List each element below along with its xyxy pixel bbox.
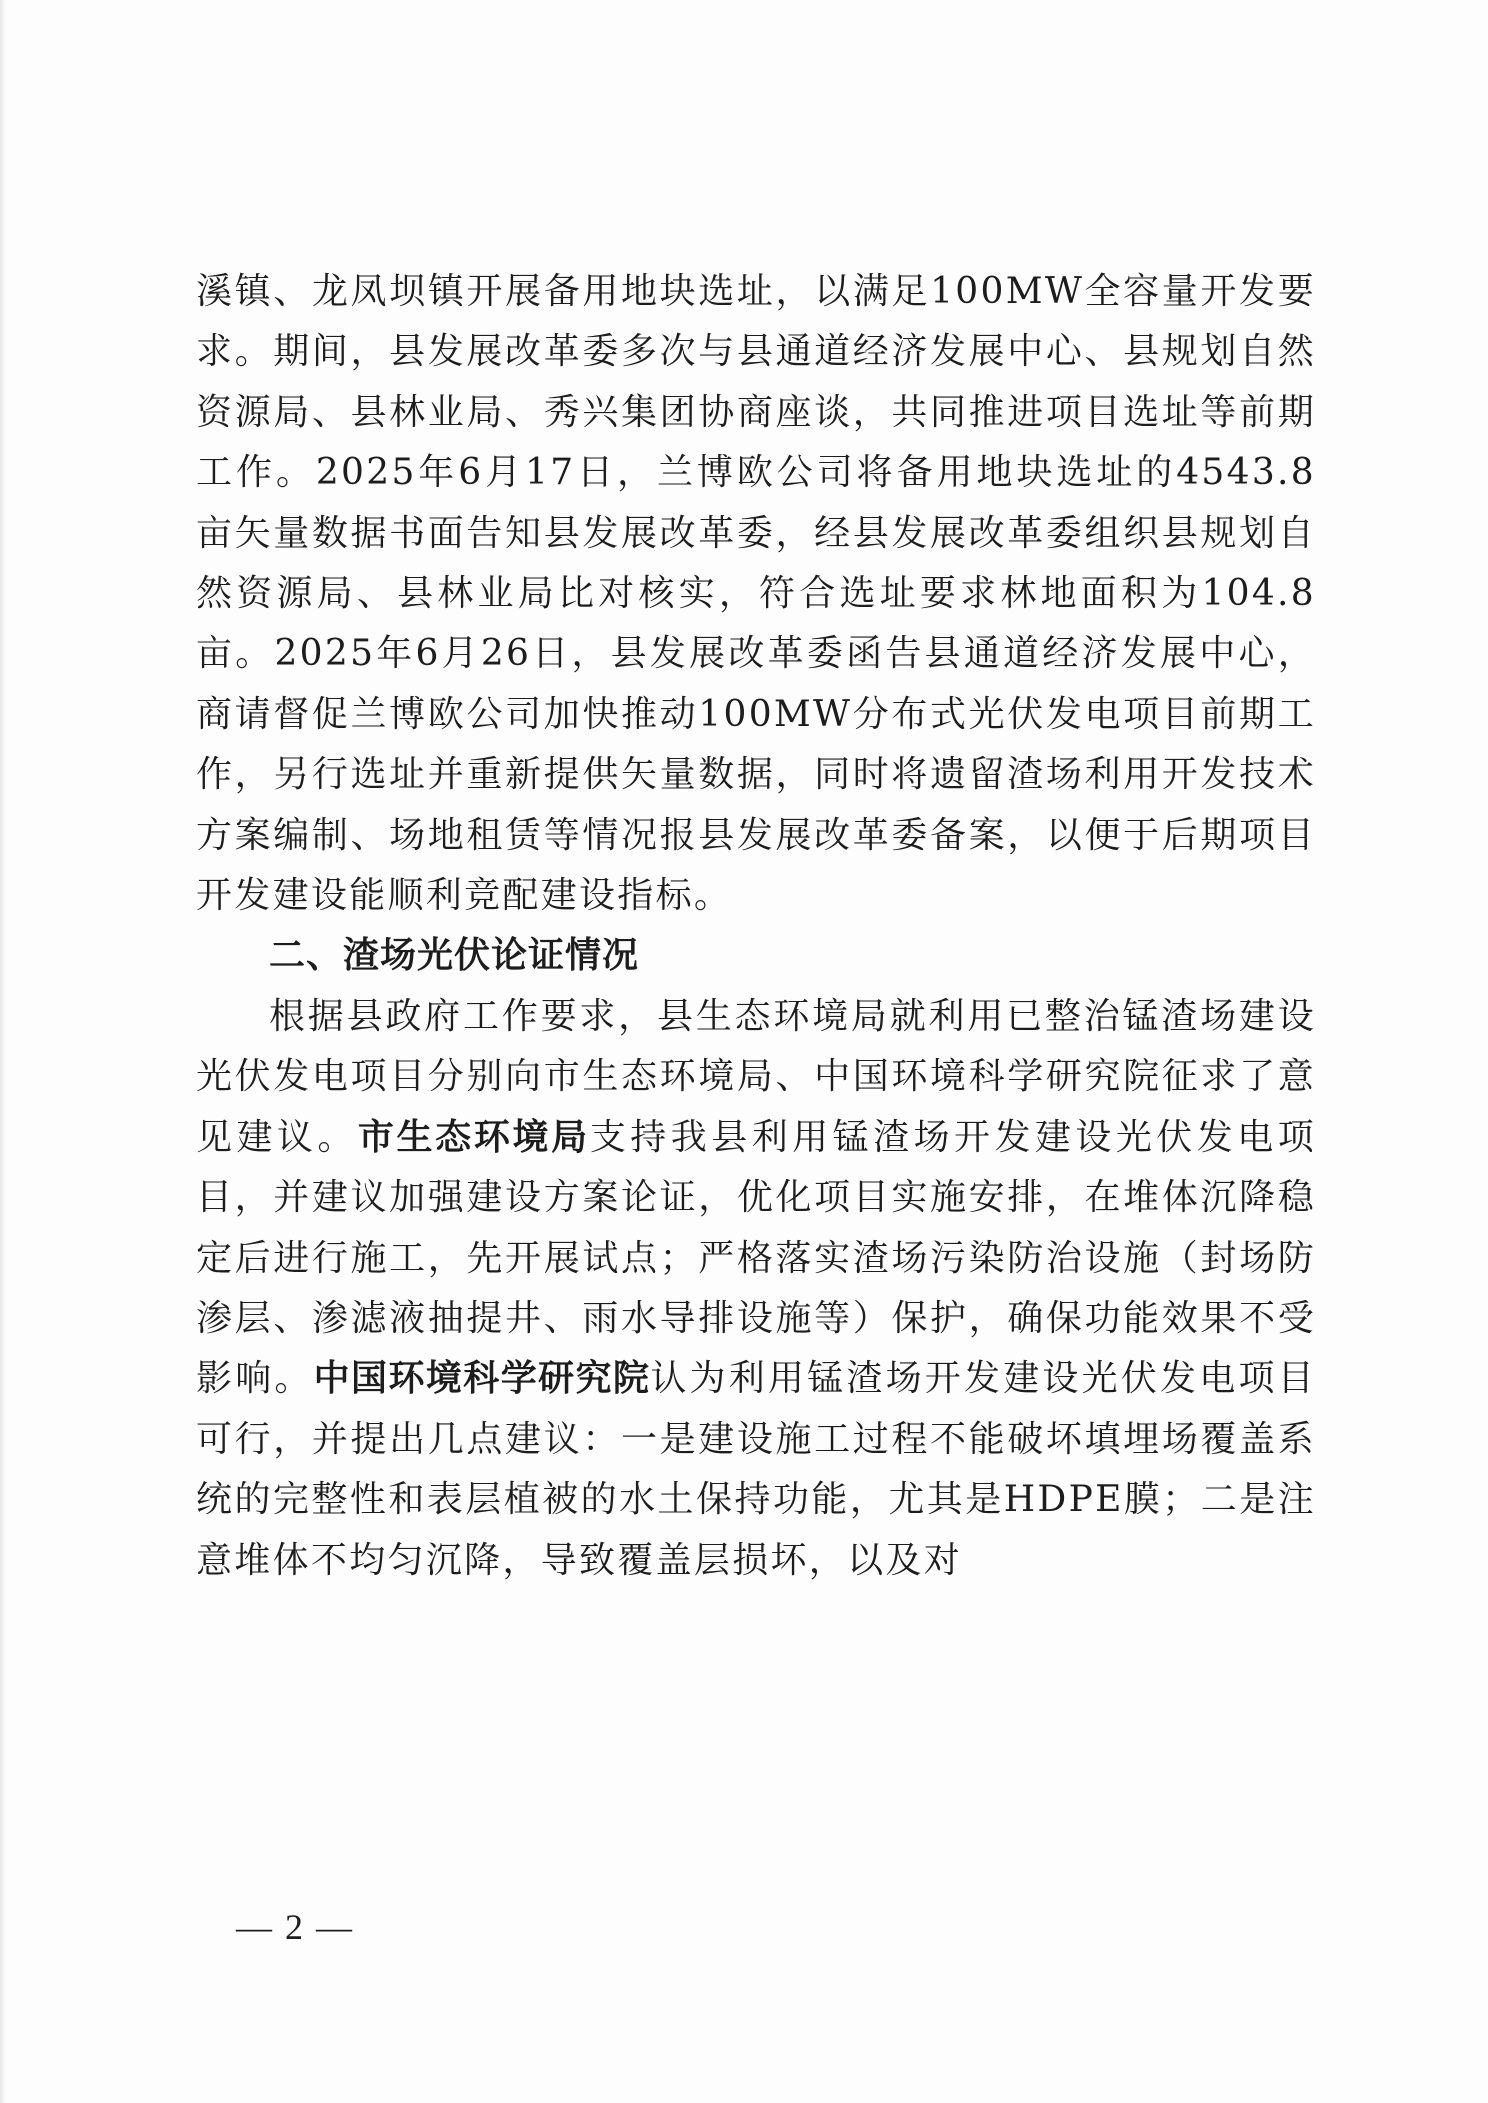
paragraph-continued: 溪镇、龙凤坝镇开展备用地块选址，以满足100MW全容量开发要求。期间，县发展改革委多次与县通道经济发展中心、县规划自然资源局、县林业局、秀兴集团协商座谈，共同推进项目选址等前期工作。2025年6月17日，兰博欧公司将备用地块选址的4543.8亩矢量数据书面告知县发展改革委，经县发展改革委组织县规划自然资源局、县林业局比对核实，符合选址要求林地面积为104.8亩。2025年6月26日，县发展改革委函告县通道经济发展中心，商请督促兰博欧公司加快推动100MW分布式光伏发电项目前期工作，另行选址并重新提供矢量数据，同时将遗留渣场利用开发技术方案编制、场地租赁等情况报县发展改革委备案，以便于后期项目开发建设能顺利竞配建设指标。 xyxy=(196,271,1316,917)
document-body xyxy=(196,262,1316,1591)
section-heading: 二、渣场光伏论证情况 xyxy=(269,935,640,977)
paragraph-academy: 认为利用锰渣场开发建设光伏发电项目可行，并提出几点建议：一是建设施工过程不能破坏填埋场覆盖系统的完整性和表层植被的水土保持功能，尤其是HDPE膜；二是注意堆体不均匀沉降，导致覆盖层损坏，以及对 xyxy=(196,1358,1316,1581)
paragraph-city-bureau: 支持我县利用锰渣场开发建设光伏发电项目，并建议加强建设方案论证，优化项目实施安排，在堆体沉降稳定后进行施工，先开展试点；严格落实渣场污染防治设施（封场防渗层、渗滤液抽提井、雨水导排设施等）保护，确保功能效果不受影响。 xyxy=(196,1116,1316,1400)
paragraph-intro: 根据县政府工作要求，县生态环境局就利用已整治锰渣场建设光伏发电项目分别向市生态环境局、中国环境科学研究院征求了意见建议。 xyxy=(196,995,1316,1158)
section-heading-paragraph xyxy=(196,926,1316,986)
scan-edge-shadow xyxy=(0,0,6,2103)
emphasis-academy: 中国环境科学研究院 xyxy=(313,1358,651,1400)
paragraph-consultation xyxy=(196,987,1316,1591)
emphasis-city-bureau: 市生态环境局 xyxy=(357,1116,590,1158)
page-number: — 2 — xyxy=(236,1907,354,1947)
